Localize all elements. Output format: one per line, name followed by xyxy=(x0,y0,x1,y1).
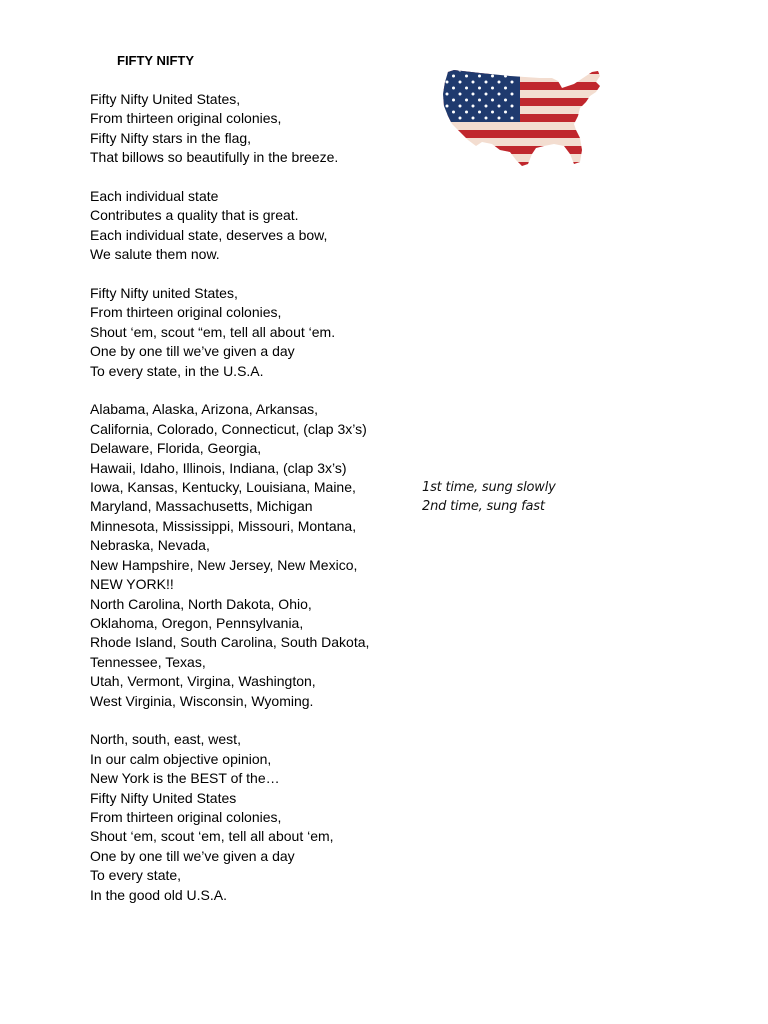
flag-star xyxy=(511,117,514,120)
flag-star xyxy=(485,93,488,96)
flag-star xyxy=(446,93,449,96)
flag-star xyxy=(491,75,494,78)
us-flag-map-icon xyxy=(440,66,604,170)
note-first-time: 1st time, sung slowly xyxy=(422,480,556,495)
flag-star xyxy=(498,69,501,72)
lyric-line: Each individual state, deserves a bow, xyxy=(90,226,328,243)
flag-star xyxy=(452,111,455,114)
flag-star xyxy=(511,105,514,108)
flag-star xyxy=(465,87,468,90)
flag-star xyxy=(478,111,481,114)
lyric-line: North, south, east, west, xyxy=(90,731,241,748)
flag-star xyxy=(491,99,494,102)
flag-star xyxy=(465,99,468,102)
flag-star xyxy=(459,93,462,96)
lyric-line: One by one till we’ve given a day xyxy=(90,343,295,360)
lyric-line: Iowa, Kansas, Kentucky, Louisiana, Maine, xyxy=(90,479,356,496)
flag-star xyxy=(485,81,488,84)
lyric-line: Utah, Vermont, Virgina, Washington, xyxy=(90,673,316,690)
lyric-line: In our calm objective opinion, xyxy=(90,750,272,767)
flag-star xyxy=(485,69,488,72)
flag-canton xyxy=(440,66,520,122)
lyric-line: Shout ‘em, scout “em, tell all about ‘em. xyxy=(90,323,336,340)
flag-star xyxy=(459,117,462,120)
stanza-3 xyxy=(90,284,420,381)
lyric-line: One by one till we’ve given a day xyxy=(90,847,295,864)
lyric-line: Fifty Nifty stars in the flag, xyxy=(90,129,252,146)
lyric-line: Delaware, Florida, Georgia, xyxy=(90,440,262,457)
lyric-line: NEW YORK!! xyxy=(90,576,174,593)
flag-star xyxy=(446,81,449,84)
stanza-2 xyxy=(90,187,420,265)
flag-stripe xyxy=(440,146,604,154)
lyric-line: To every state, in the U.S.A. xyxy=(90,362,264,379)
lyric-line: From thirteen original colonies, xyxy=(90,110,282,127)
lyric-line: New Hampshire, New Jersey, New Mexico, xyxy=(90,556,358,573)
flag-star xyxy=(504,99,507,102)
flag-star xyxy=(472,69,475,72)
stanza-1 xyxy=(90,90,420,168)
lyric-line: Contributes a quality that is great. xyxy=(90,207,299,224)
flag-star xyxy=(452,87,455,90)
flag-star xyxy=(511,93,514,96)
flag-star xyxy=(472,81,475,84)
lyric-line: Oklahoma, Oregon, Pennsylvania, xyxy=(90,614,304,631)
singing-notes xyxy=(422,478,556,517)
lyric-line: Fifty Nifty United States, xyxy=(90,91,241,107)
lyric-line: Hawaii, Idaho, Illinois, Indiana, (clap 3x’s) xyxy=(90,459,347,476)
flag-star xyxy=(478,87,481,90)
lyric-line: That billows so beautifully in the breeze. xyxy=(90,149,339,166)
flag-stripe xyxy=(440,162,604,170)
lyric-line: From thirteen original colonies, xyxy=(90,304,282,321)
lyric-line: North Carolina, North Dakota, Ohio, xyxy=(90,595,312,612)
lyric-line: Tennessee, Texas, xyxy=(90,653,206,670)
lyric-line: West Virginia, Wisconsin, Wyoming. xyxy=(90,692,314,709)
lyric-line: From thirteen original colonies, xyxy=(90,808,282,825)
flag-star xyxy=(452,99,455,102)
lyric-line: To every state, xyxy=(90,867,182,884)
flag-star xyxy=(465,111,468,114)
flag-star xyxy=(491,111,494,114)
flag-star xyxy=(511,81,514,84)
lyric-line: Minnesota, Mississippi, Missouri, Montana, xyxy=(90,517,357,534)
flag-star xyxy=(446,105,449,108)
lyrics xyxy=(90,90,420,924)
lyric-line: Nebraska, Nevada, xyxy=(90,537,210,554)
lyric-line: Fifty Nifty United States xyxy=(90,789,237,806)
flag-star xyxy=(478,75,481,78)
lyric-line: Maryland, Massachusetts, Michigan xyxy=(90,498,313,515)
flag-star xyxy=(504,75,507,78)
flag-star xyxy=(498,117,501,120)
flag-star xyxy=(511,69,514,72)
flag-star xyxy=(472,93,475,96)
flag-star xyxy=(478,99,481,102)
flag-star xyxy=(498,81,501,84)
flag-star xyxy=(459,81,462,84)
stanza-4 xyxy=(90,400,420,711)
flag-star xyxy=(485,117,488,120)
page-title: FIFTY NIFTY xyxy=(117,53,195,68)
lyric-line: Each individual state xyxy=(90,188,219,205)
lyric-line: Fifty Nifty united States, xyxy=(90,285,238,302)
lyric-line: We salute them now. xyxy=(90,246,220,263)
flag-star xyxy=(472,117,475,120)
flag-pattern xyxy=(440,66,604,170)
flag-star xyxy=(446,69,449,72)
flag-star xyxy=(504,87,507,90)
lyric-line: Alabama, Alaska, Arizona, Arkansas, xyxy=(90,401,319,418)
stanza-5 xyxy=(90,730,420,905)
lyric-line: New York is the BEST of the… xyxy=(90,770,280,787)
lyric-line: Rhode Island, South Carolina, South Dakota, xyxy=(90,634,370,651)
flag-star xyxy=(465,75,468,78)
flag-star xyxy=(498,93,501,96)
flag-stripe xyxy=(440,130,604,138)
lyric-line: In the good old U.S.A. xyxy=(90,886,227,903)
flag-star xyxy=(459,105,462,108)
flag-star xyxy=(472,105,475,108)
flag-star xyxy=(498,105,501,108)
flag-star xyxy=(491,87,494,90)
flag-star xyxy=(446,117,449,120)
flag-star xyxy=(504,111,507,114)
flag-star xyxy=(485,105,488,108)
note-second-time: 2nd time, sung fast xyxy=(422,499,545,515)
lyric-line: California, Colorado, Connecticut, (clap 3x’s) xyxy=(90,420,367,437)
flag-star xyxy=(452,75,455,78)
flag-star xyxy=(459,69,462,72)
lyric-line: Shout ‘em, scout ‘em, tell all about ‘em, xyxy=(90,828,334,845)
